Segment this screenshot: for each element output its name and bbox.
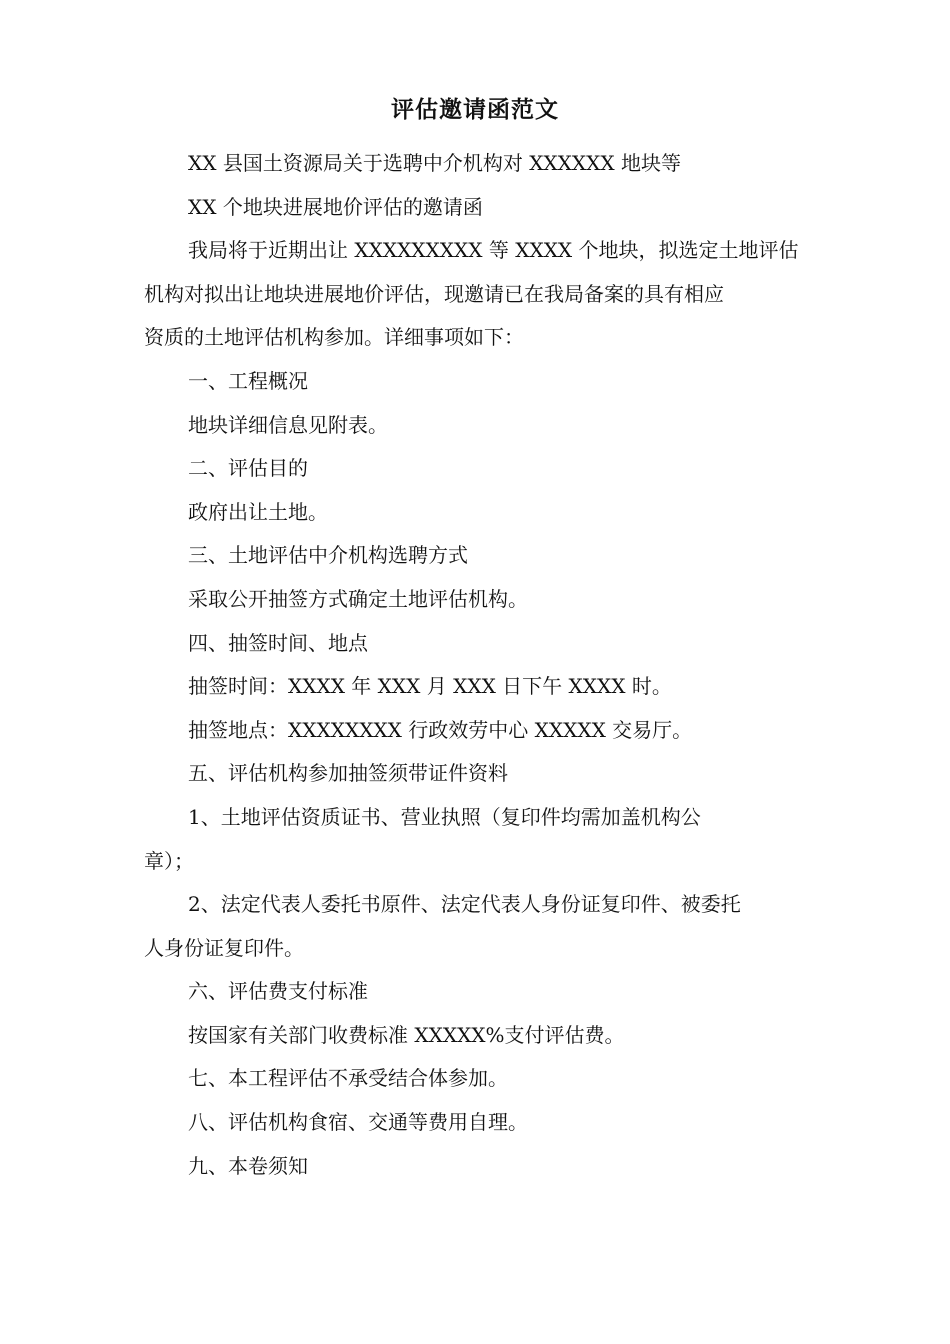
paragraph-line: XX 县国土资源局关于选聘中介机构对 XXXXXX 地块等 (188, 151, 681, 175)
paragraph-line: 按国家有关部门收费标准 XXXXX%支付评估费。 (188, 1022, 625, 1047)
paragraph-line: 资质的土地评估机构参加。详细事项如下： (144, 325, 524, 350)
section-heading: 一、工程概况 (188, 368, 308, 393)
paragraph-line: 地块详细信息见附表。 (188, 412, 388, 437)
list-item: 1、土地评估资质证书、营业执照（复印件均需加盖机构公 (188, 804, 701, 829)
section-heading: 五、评估机构参加抽签须带证件资料 (188, 761, 508, 786)
paragraph-line: XX 个地块进展地价评估的邀请函 (188, 194, 483, 219)
section-heading: 八、评估机构食宿、交通等费用自理。 (188, 1110, 528, 1135)
paragraph-line: 我局将于近期出让 XXXXXXXXX 等 XXXX 个地块，拟选定土地评估 (188, 238, 799, 263)
paragraph-line: 采取公开抽签方式确定土地评估机构。 (188, 586, 528, 611)
section-heading: 二、评估目的 (188, 456, 308, 481)
list-item: 2、法定代表人委托书原件、法定代表人身份证复印件、被委托 (188, 892, 741, 917)
list-item-continuation: 人身份证复印件。 (144, 935, 304, 960)
list-item-continuation: 章）； (144, 848, 194, 873)
paragraph-line: 抽签地点：XXXXXXXX 行政效劳中心 XXXXX 交易厅。 (188, 717, 693, 742)
section-heading: 七、本工程评估不承受结合体参加。 (188, 1066, 508, 1091)
section-heading: 四、抽签时间、地点 (188, 630, 368, 655)
document-title: 评估邀请函范文 (391, 96, 559, 123)
section-heading: 九、本卷须知 (188, 1153, 308, 1178)
paragraph-line: 抽签时间：XXXX 年 XXX 月 XXX 日下午 XXXX 时。 (188, 674, 672, 699)
section-heading: 三、土地评估中介机构选聘方式 (188, 543, 468, 568)
paragraph-line: 机构对拟出让地块进展地价评估，现邀请已在我局备案的具有相应 (144, 281, 724, 306)
section-heading: 六、评估费支付标准 (188, 979, 368, 1004)
document-body (144, 142, 814, 1188)
paragraph-line: 政府出让土地。 (188, 499, 328, 524)
